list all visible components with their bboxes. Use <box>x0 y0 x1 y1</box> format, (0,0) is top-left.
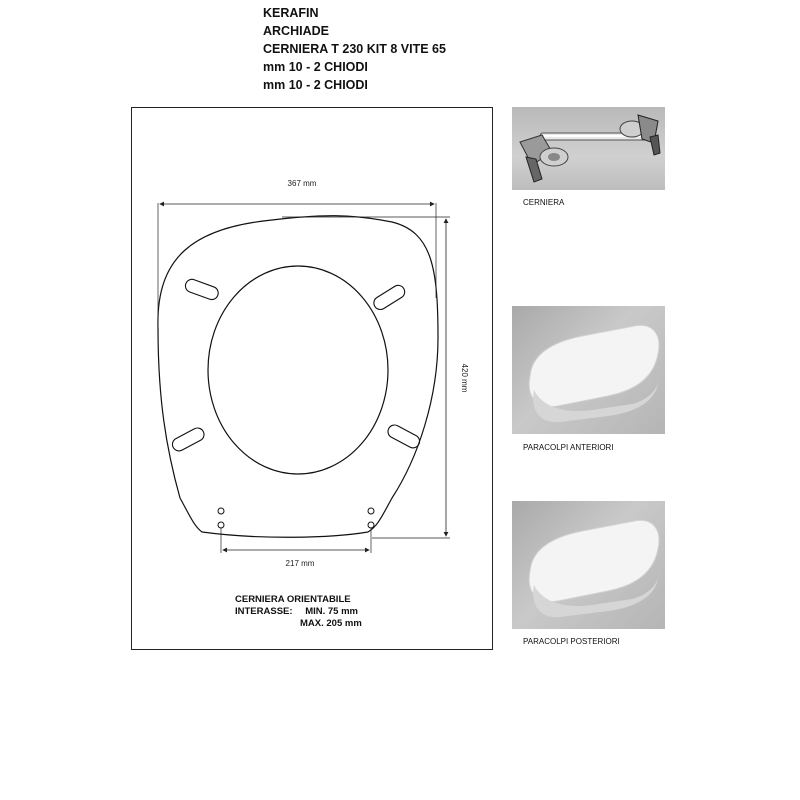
bumper-slot-top-left <box>184 278 220 302</box>
hinge-caption: CERNIERA <box>523 198 565 207</box>
spec-value: KERAFIN <box>263 6 319 20</box>
hinge-hole <box>218 508 224 514</box>
width-dimension-label: 367 mm <box>287 179 317 188</box>
hinge-hole <box>218 522 224 528</box>
front-bumper-caption: PARACOLPI ANTERIORI <box>523 443 614 452</box>
seat-drawing-frame <box>131 107 493 650</box>
bumper-icon <box>512 306 665 434</box>
spec-value: ARCHIADE <box>263 24 329 38</box>
spec-value: CERNIERA T 230 KIT 8 VITE 65 <box>263 42 446 56</box>
hinge-icon <box>512 107 665 190</box>
notes-interasse-label: INTERASSE: <box>235 606 293 617</box>
hinge-photo <box>512 107 665 190</box>
seat-drawing <box>132 108 494 651</box>
rear-bumper-photo <box>512 501 665 629</box>
notes-line-1: CERNIERA ORIENTABILE <box>235 594 351 605</box>
bumper-slot-bottom-left <box>170 426 206 453</box>
seat-opening <box>208 266 388 474</box>
hinge-hole <box>368 522 374 528</box>
spec-value: mm 10 - 2 CHIODI <box>263 78 368 92</box>
seat-outline <box>158 216 438 538</box>
hinge-spacing-label: 217 mm <box>285 559 315 568</box>
rear-bumper-caption: PARACOLPI POSTERIORI <box>523 637 620 646</box>
hinge-hole <box>368 508 374 514</box>
front-bumper-photo <box>512 306 665 434</box>
spec-value: mm 10 - 2 CHIODI <box>263 60 368 74</box>
bumper-slot-bottom-right <box>386 423 422 450</box>
notes-min-value: MIN. 75 mm <box>305 606 358 617</box>
hinge-notes <box>235 594 362 630</box>
bumper-icon <box>512 501 665 629</box>
notes-max-value: MAX. 205 mm <box>300 618 362 629</box>
notes-line-2 <box>235 606 362 618</box>
bumper-slot-top-right <box>371 283 407 312</box>
height-dimension-label: 420 mm <box>460 363 469 393</box>
